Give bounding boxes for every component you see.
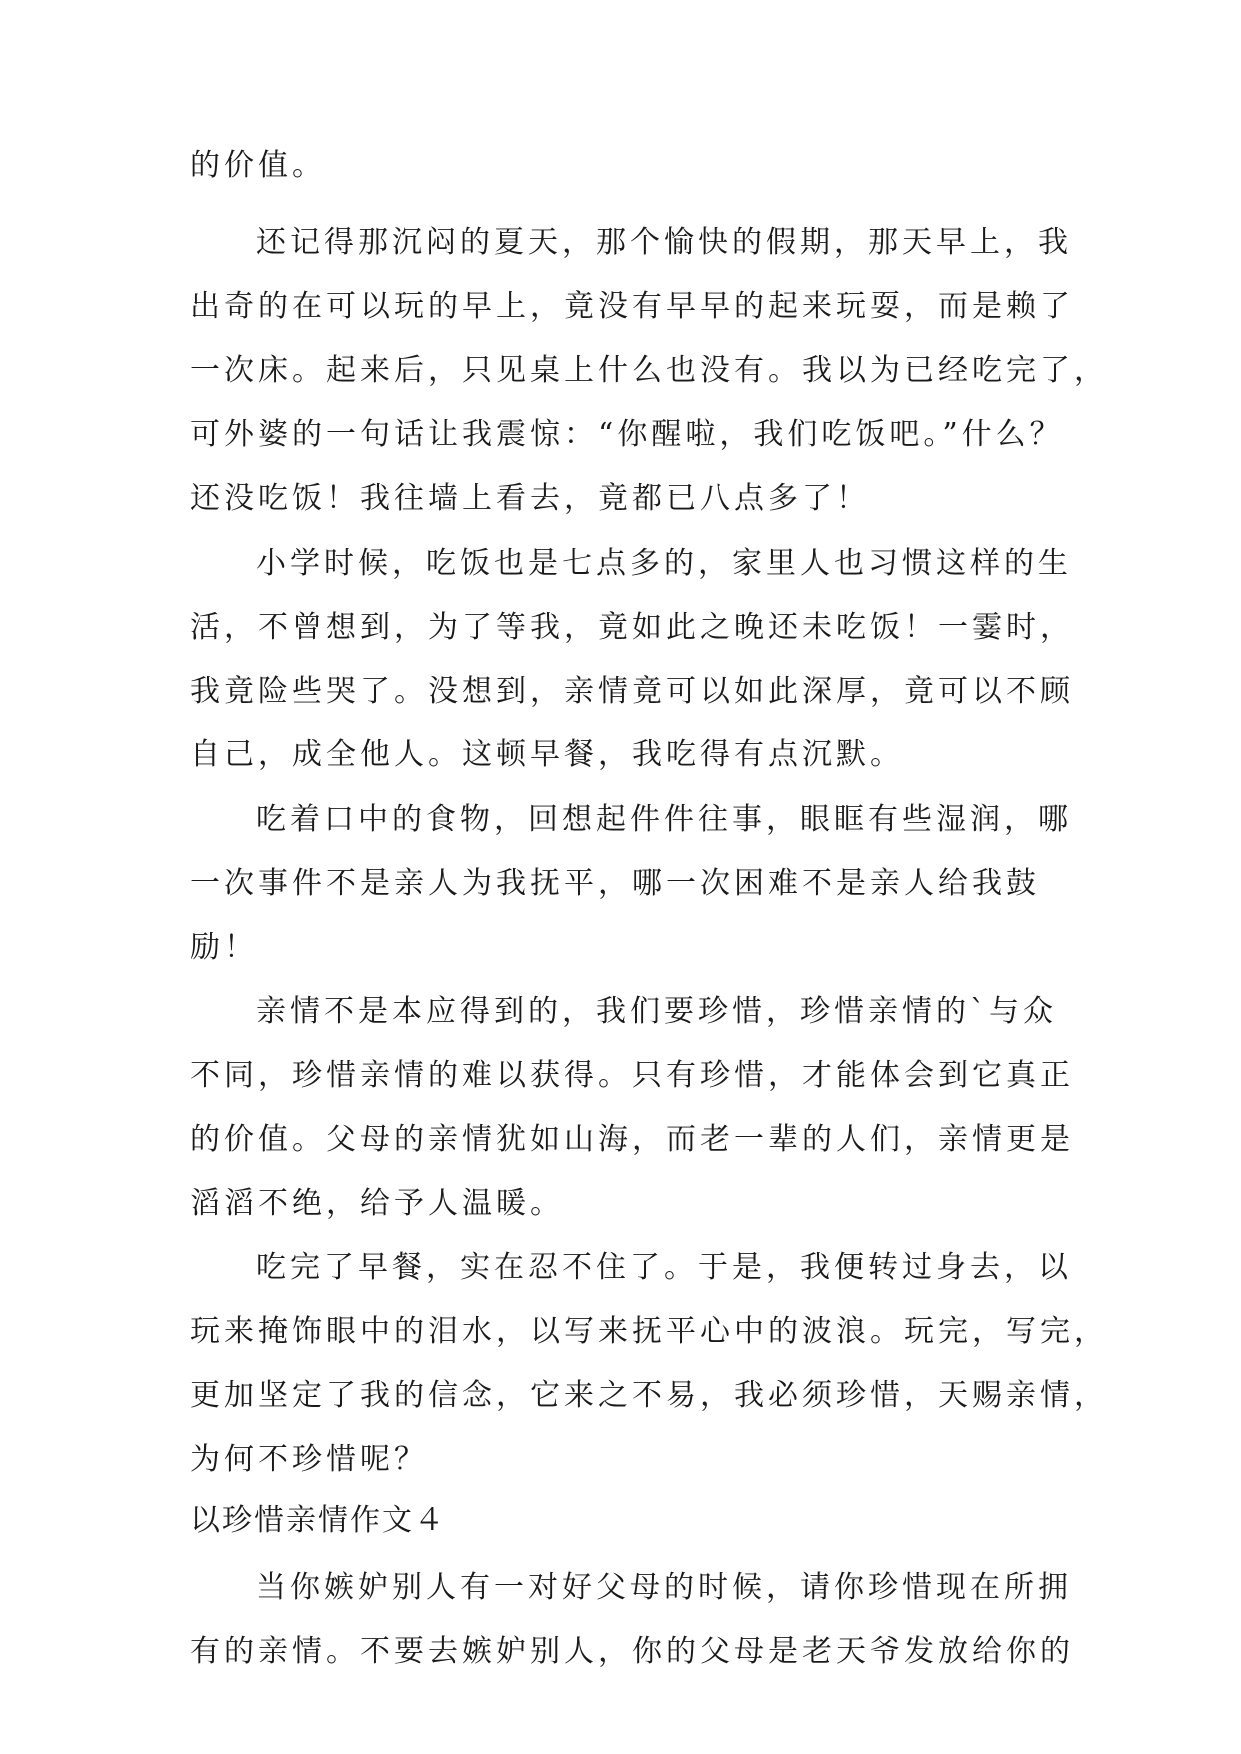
text-line (0, 593, 1241, 663)
text-line-content: 更加坚定了我的信念，它来之不易，我必须珍惜，天赐亲情， (190, 1378, 1108, 1413)
paragraph-first-line (0, 1553, 1241, 1623)
text-line (0, 849, 1241, 919)
text-line (0, 1425, 1241, 1495)
text-line (0, 1617, 1241, 1687)
text-line-content: 玩来掩饰眼中的泪水，以写来抚平心中的波浪。玩完，写完， (190, 1314, 1108, 1349)
section-heading-text: 以珍惜亲情作文４ (190, 1503, 446, 1538)
text-line (0, 272, 1241, 342)
text-line (0, 1361, 1241, 1431)
text-line-content: 小学时候，吃饭也是七点多的，家里人也习惯这样的生 (256, 546, 1072, 581)
paragraph-first-line (0, 529, 1241, 599)
text-line (0, 720, 1241, 790)
text-line-content: 一次事件不是亲人为我抚平，哪一次困难不是亲人给我鼓 (190, 866, 1040, 901)
text-line-content: 有的亲情。不要去嫉妒别人，你的父母是老天爷发放给你的 (190, 1634, 1074, 1669)
text-line-content: 不同，珍惜亲情的难以获得。只有珍惜，才能体会到它真正 (190, 1058, 1074, 1093)
text-line-content: 励！ (190, 930, 258, 965)
text-line-content: 亲情不是本应得到的，我们要珍惜，珍惜亲情的`与众 (256, 994, 1057, 1029)
text-line (0, 1169, 1241, 1239)
paragraph-first-line (0, 977, 1241, 1047)
text-line (0, 400, 1241, 470)
text-line-content: 滔滔不绝，给予人温暖。 (190, 1186, 564, 1221)
text-line-content: 的价值。 (190, 148, 326, 183)
text-line-content: 出奇的在可以玩的早上，竟没有早早的起来玩耍，而是赖了 (190, 289, 1074, 324)
text-line-content: 我竟险些哭了。没想到，亲情竟可以如此深厚，竟可以不顾 (190, 674, 1074, 709)
text-line-content: 自己，成全他人。这顿早餐，我吃得有点沉默。 (190, 737, 904, 772)
paragraph-first-line (0, 208, 1241, 278)
text-line (0, 657, 1241, 727)
text-line (0, 464, 1241, 534)
text-line-content: 当你嫉妒别人有一对好父母的时候，请你珍惜现在所拥 (256, 1570, 1072, 1605)
text-line (0, 913, 1241, 983)
text-line (0, 1041, 1241, 1111)
text-line-content: 吃着口中的食物，回想起件件往事，眼眶有些湿润，哪 (256, 802, 1072, 837)
text-line (0, 1297, 1241, 1367)
text-line-content: 吃完了早餐，实在忍不住了。于是，我便转过身去，以 (256, 1250, 1072, 1285)
paragraph-first-line (0, 785, 1241, 855)
text-line (0, 336, 1241, 406)
text-line (0, 1105, 1241, 1175)
text-line (0, 131, 1241, 201)
text-line-content: 一次床。起来后，只见桌上什么也没有。我以为已经吃完了， (190, 353, 1108, 388)
text-line-content: 还没吃饭！我往墙上看去，竟都已八点多了！ (190, 481, 870, 516)
text-line-content: 活，不曾想到，为了等我，竟如此之晚还未吃饭！一霎时， (190, 610, 1074, 645)
text-line-content: 的价值。父母的亲情犹如山海，而老一辈的人们，亲情更是 (190, 1122, 1074, 1157)
text-line-content: 可外婆的一句话让我震惊：“你醒啦，我们吃饭吧。”什么？ (190, 417, 1064, 452)
paragraph-first-line (0, 1233, 1241, 1303)
text-line-content: 为何不珍惜呢？ (190, 1442, 428, 1477)
section-heading (0, 1486, 1241, 1556)
text-line-content: 还记得那沉闷的夏天，那个愉快的假期，那天早上，我 (256, 225, 1072, 260)
